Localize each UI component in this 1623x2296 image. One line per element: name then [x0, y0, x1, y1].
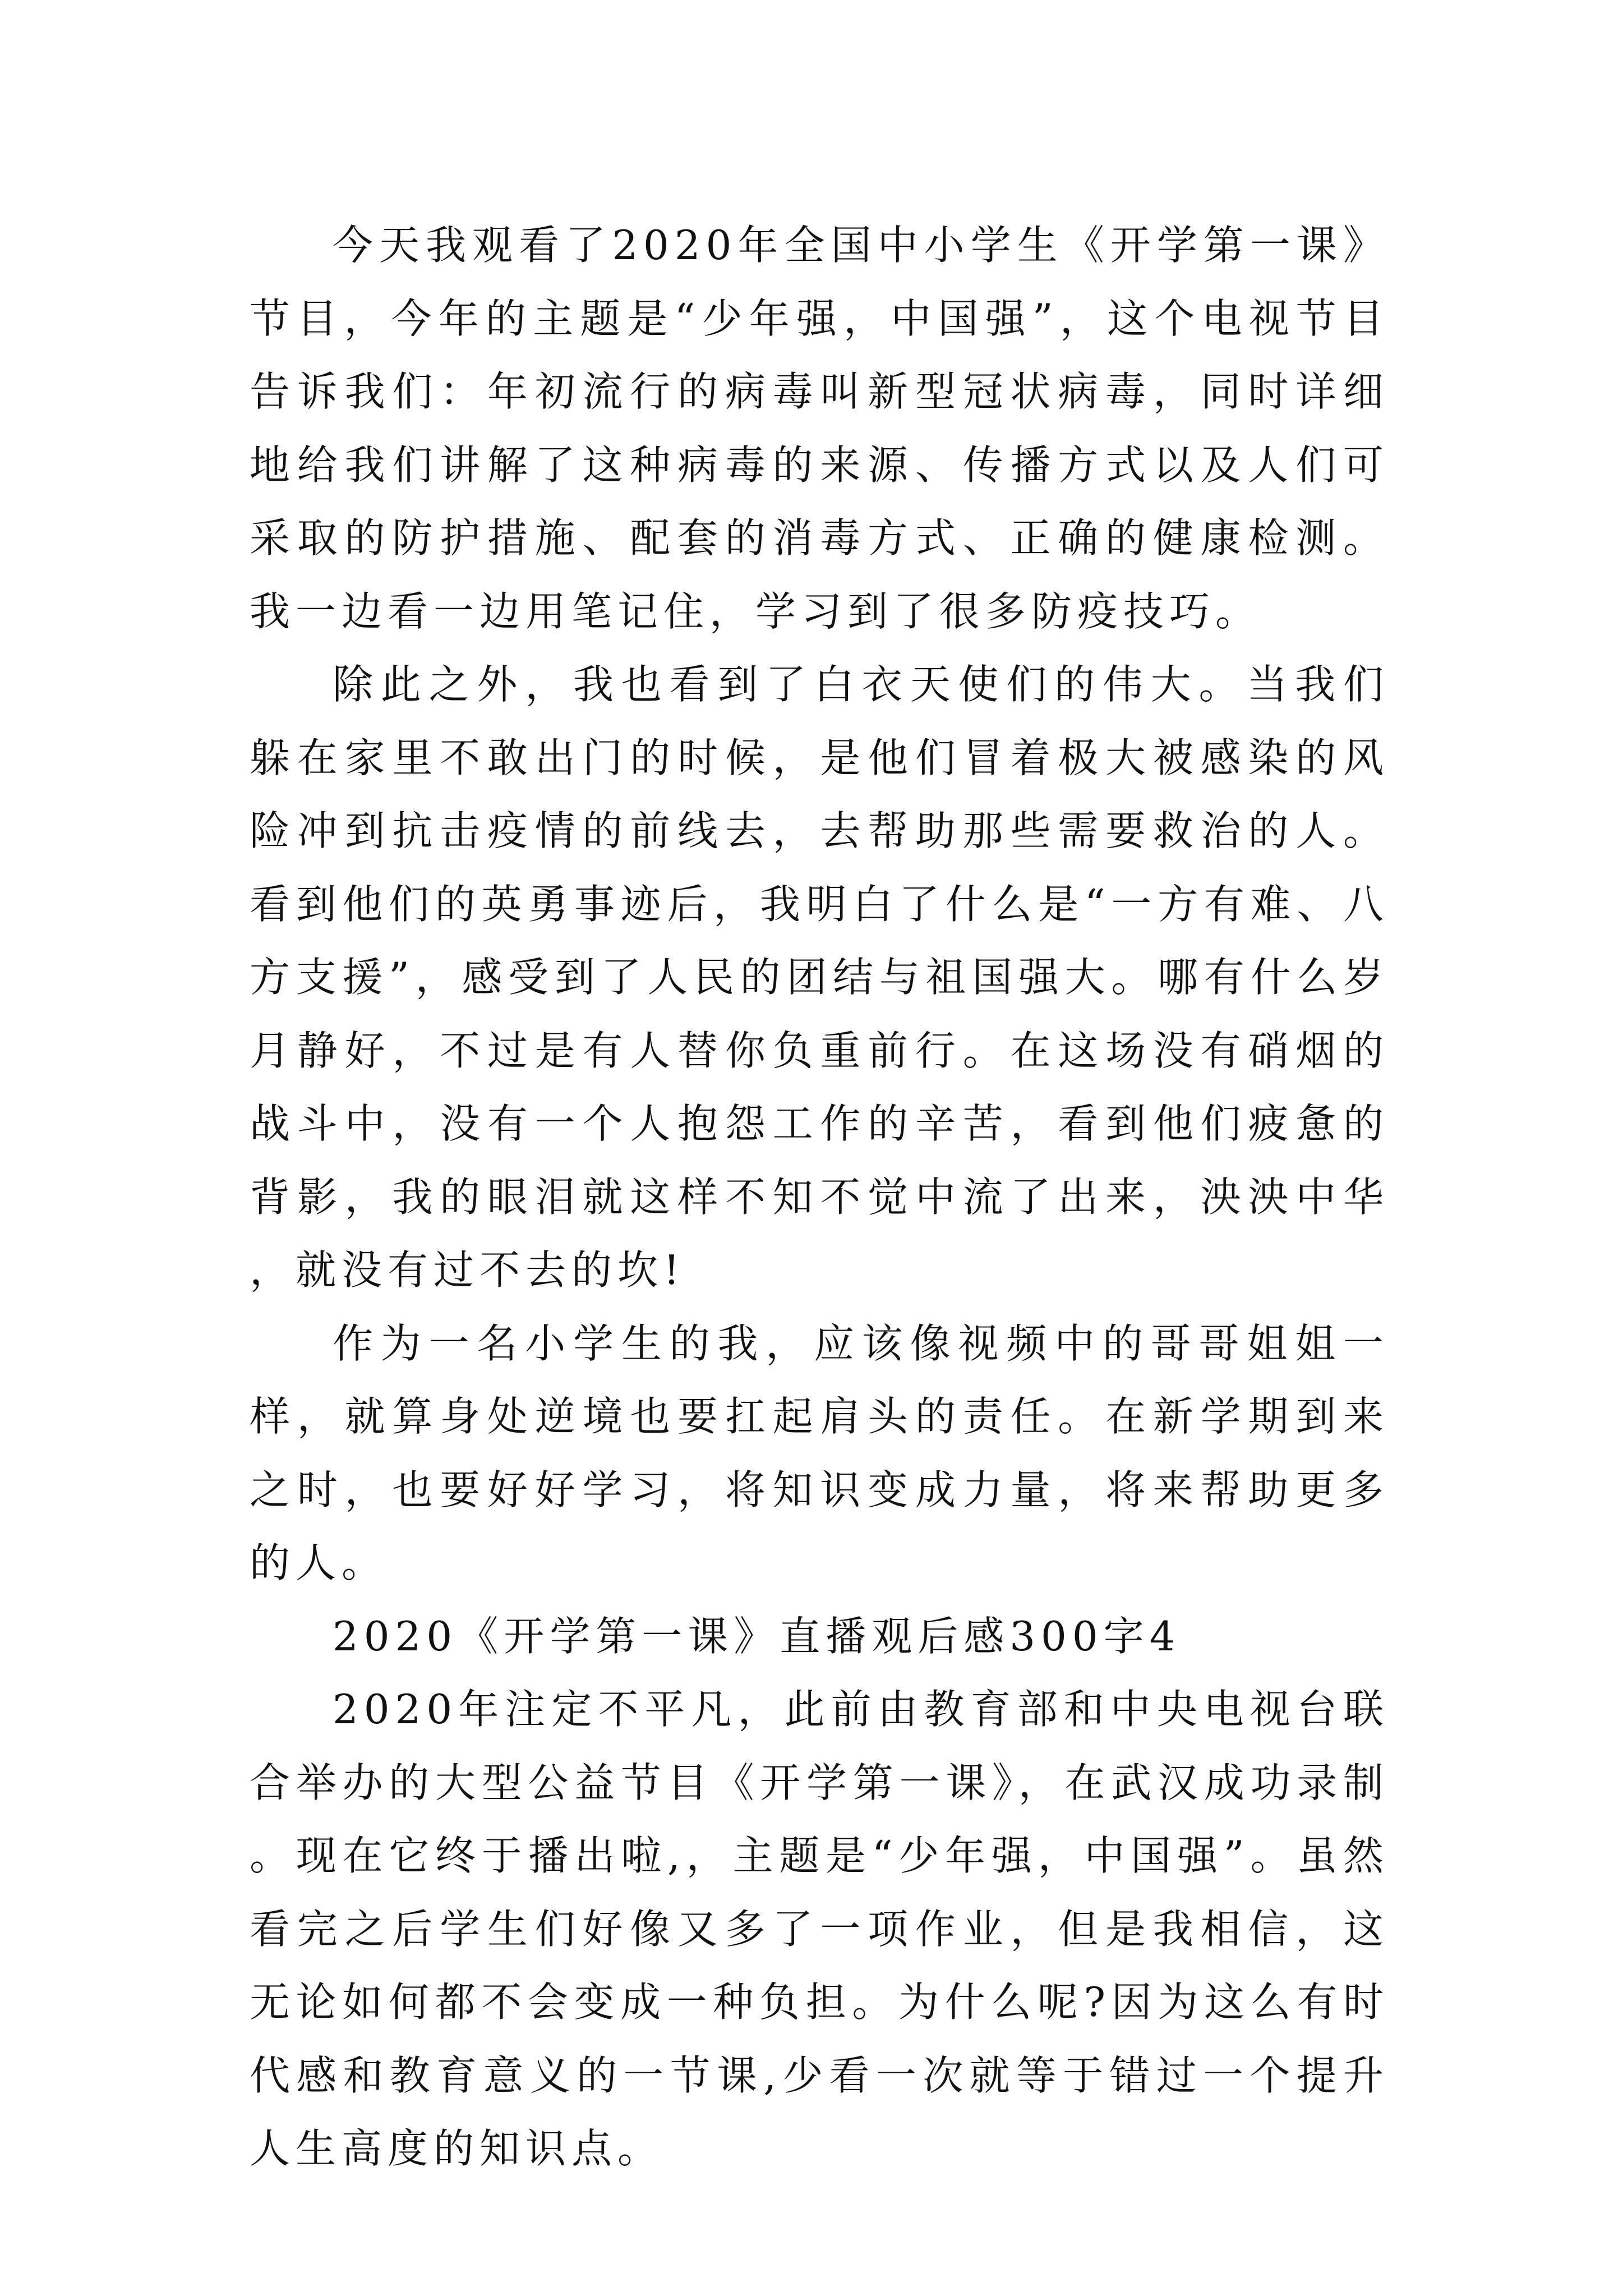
paragraph-2: 除此之外，我也看到了白衣天使们的伟大。当我们躲在家里不敢出门的时候，是他们冒着极大被感染的风险冲到抗击疫情的前线去，去帮助那些需要救治的人。看到他们的英勇事迹后，我明白了什么是“一方有难、八方支援”，感受到了人民的团结与祖国强大。哪有什么岁月静好，不过是有人替你负重前行。在这场没有硝烟的战斗中，没有一个人抱怨工作的辛苦，看到他们疲惫的背影，我的眼泪就这样不知不觉中流了出来，泱泱中华，就没有过不去的坎! [250, 661, 1389, 1294]
paragraph-4: 2020年注定不平凡，此前由教育部和中央电视台联合举办的大型公益节目《开学第一课》，在武汉成功录制。现在它终于播出啦,，主题是“少年强，中国强”。虽然看完之后学生们好像又多了一项作业，但是我相信，这无论如何都不会变成一种负担。为什么呢?因为这么有时代感和教育意义的一节课,少看一次就等于错过一个提升人生高度的知识点。 [250, 1686, 1389, 2172]
paragraph-1: 今天我观看了2020年全国中小学生《开学第一课》节目，今年的主题是“少年强，中国强”，这个电视节目告诉我们：年初流行的病毒叫新型冠状病毒，同时详细地给我们讲解了这种病毒的来源、传播方式以及人们可采取的防护措施、配套的消毒方式、正确的健康检测。我一边看一边用笔记住，学习到了很多防疫技巧。 [250, 222, 1389, 635]
document-body [250, 209, 1389, 2185]
paragraph-3: 作为一名小学生的我，应该像视频中的哥哥姐姐一样，就算身处逆境也要扛起肩头的责任。在新学期到来之时，也要好好学习，将知识变成力量，将来帮助更多的人。 [250, 1319, 1389, 1586]
section-heading: 2020《开学第一课》直播观后感300字4 [333, 1612, 1181, 1660]
